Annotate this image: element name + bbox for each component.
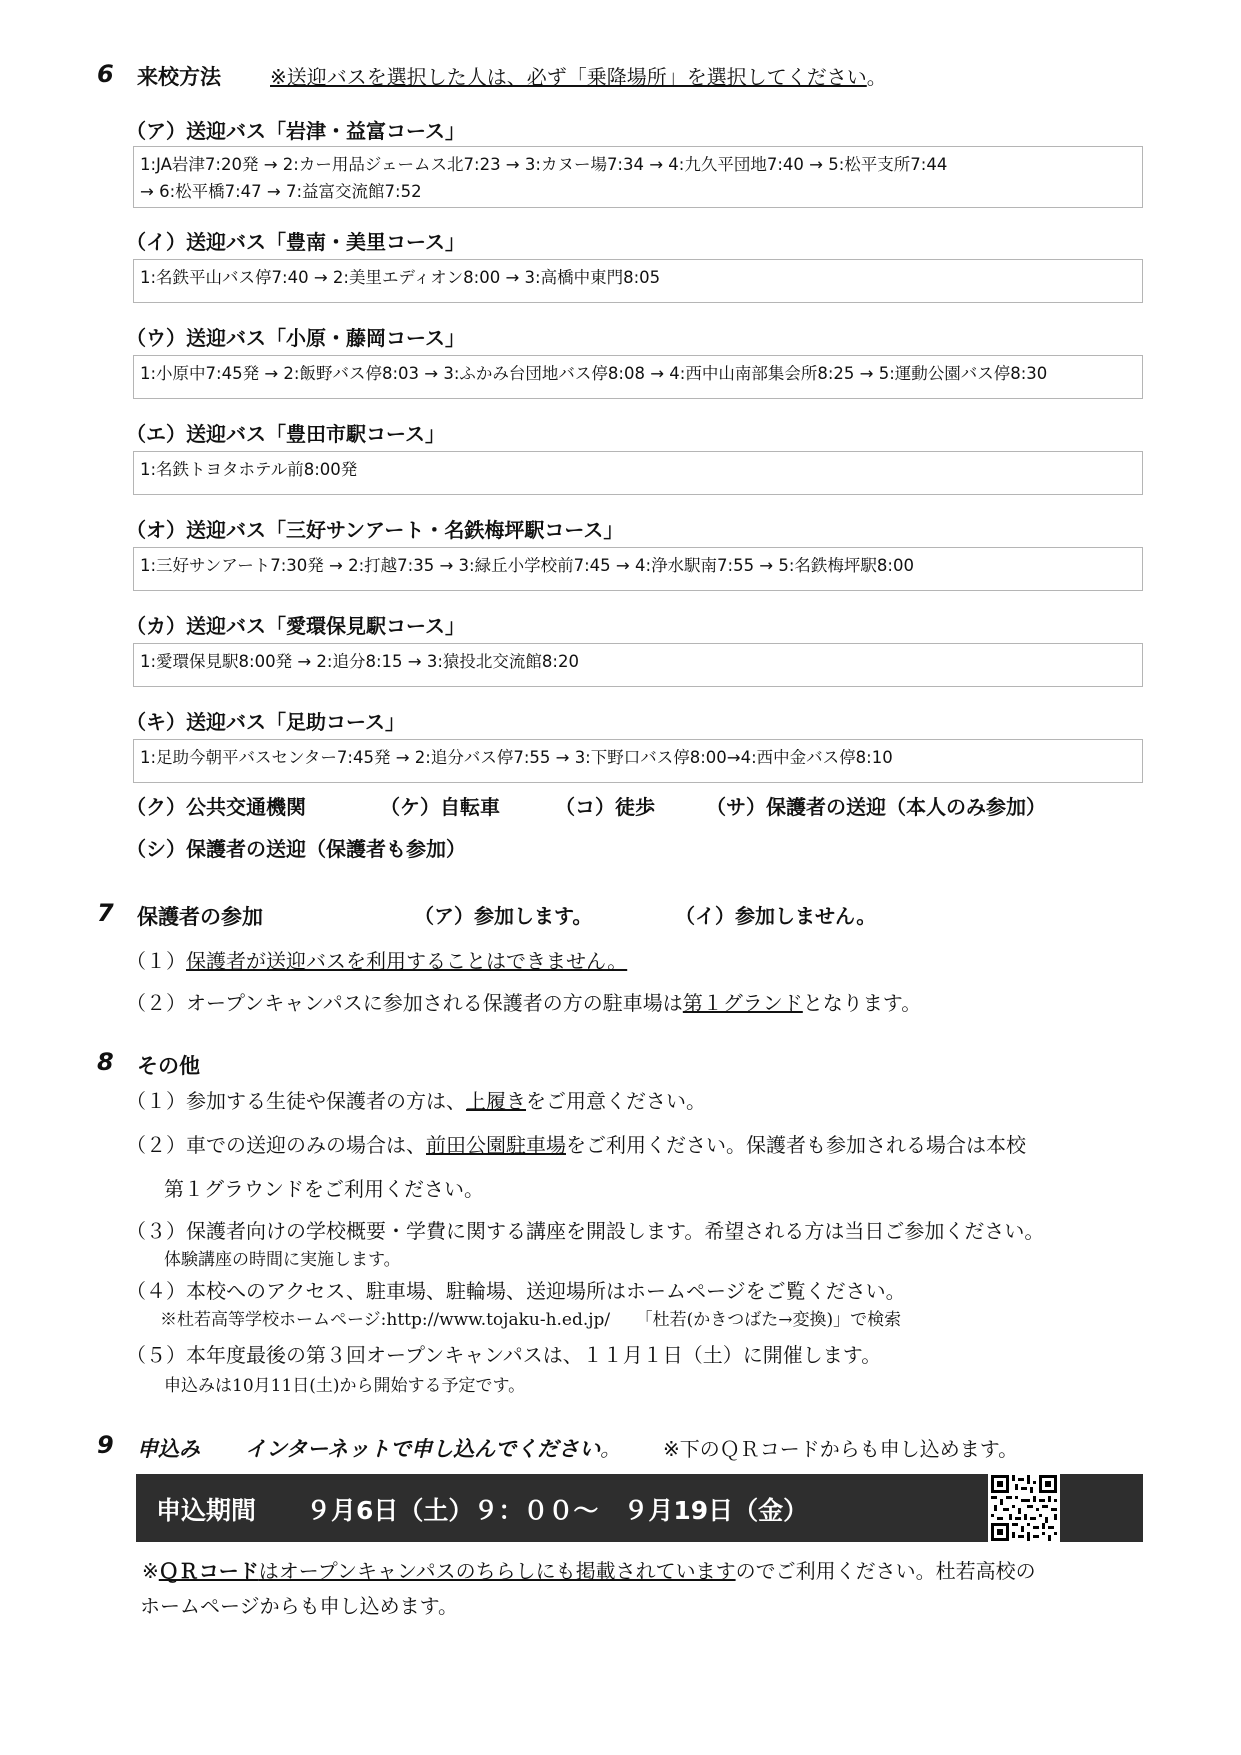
bus-stop-note-end: 。 [866,65,887,89]
section-6-number: 6 [97,60,114,88]
section-8-number: 8 [97,1048,114,1076]
option-parent-dropoff-both: （シ）保護者の送迎（保護者も参加） [126,837,466,861]
indoor-shoes: 上履き [466,1089,526,1113]
course-ki-label: （キ）送迎バス「足助コース」 [126,710,405,734]
qr-code-icon[interactable] [988,1472,1060,1544]
course-i-label: （イ）送迎バス「豊南・美里コース」 [126,230,465,254]
course-o-route [133,547,1143,591]
bus-stop-note: ※送迎バスを選択した人は、必ず「乗降場所」を選択してください [270,65,867,89]
footnote-prefix: ※ [142,1559,159,1583]
course-e-label: （エ）送迎バス「豊田市駅コース」 [126,422,445,446]
section-6-title: 来校方法 [137,65,221,89]
course-ka-route [133,643,1143,687]
section-9-number: 9 [97,1431,114,1459]
other-note-3-sub: 体験講座の時間に実施します。 [164,1250,401,1270]
application-period-banner [136,1474,1143,1542]
option-walk: （コ）徒歩 [555,795,655,819]
course-e-route [133,451,1143,495]
course-a-route-line1: 1:JA岩津7:20発 → 2:カー用品ジェームス北7:23 → 3:カヌー場7:34 → 4:九久平団地7:40 → 5:松平支所7:44 [140,155,948,174]
banner-end-block [1120,1474,1143,1542]
apply-online-text: インターネットで申し込んでください [245,1437,601,1461]
application-period: 申込期間 ９月6日（土）９：００～ ９月19日（金） [156,1496,809,1525]
course-i-route-line1: 1:名鉄平山バス停7:40 → 2:美里エディオン8:00 → 3:高橋中東門8:05 [140,268,661,287]
parent-attend-yes: （ア）参加します。 [414,904,593,928]
other-note-1-end: をご用意ください。 [526,1089,706,1113]
course-a-route-line2: → 6:松平橋7:47 → 7:益富交流館7:52 [140,182,422,201]
other-note-3: （３）保護者向けの学校概要・学費に関する講座を開設します。希望される方は当日ご参加ください。 [126,1219,1045,1243]
other-note-2-cont: 第１グラウンドをご利用ください。 [164,1177,484,1201]
parent-note-1-text: 保護者が送迎バスを利用することはできません。 [186,949,628,973]
course-ka-label: （カ）送迎バス「愛環保見駅コース」 [126,614,465,638]
footnote-line-2: ホームページからも申し込めます。 [140,1594,458,1618]
course-u-label: （ウ）送迎バス「小原・藤岡コース」 [126,326,465,350]
course-i-route [133,259,1143,303]
qr-apply-note: ※下のＱＲコードからも申し込めます。 [663,1437,1019,1461]
other-note-5-sub: 申込みは10月11日(土)から開始する予定です。 [164,1376,526,1396]
other-note-1 [126,1085,706,1114]
other-note-2-text: （２）車での送迎のみの場合は、 [126,1133,426,1157]
footnote-qr-code: ＱＲコード [158,1559,259,1583]
apply-online-end: 。 [600,1437,622,1461]
course-u-route-line1: 1:小原中7:45発 → 2:飯野バス停8:03 → 3:ふかみ台団地バス停8:08 → 4:西中山南部集会所8:25 → 5:運動公園バス停8:30 [140,364,1048,383]
course-ka-route-line1: 1:愛環保見駅8:00発 → 2:追分8:15 → 3:猿投北交流館8:20 [140,652,579,671]
course-e-route-line1: 1:名鉄トヨタホテル前8:00発 [140,460,358,479]
parent-note-2 [126,987,921,1016]
option-public-transport: （ク）公共交通機関 [126,795,306,819]
section-7-title: 保護者の参加 [137,905,263,929]
parent-attend-no: （イ）参加しません。 [675,904,877,928]
course-ki-route [133,739,1143,783]
course-u-route [133,355,1143,399]
section-8-title: その他 [137,1054,200,1078]
course-a-route [133,146,1143,208]
maeda-park-parking: 前田公園駐車場 [426,1133,566,1157]
course-a-label: （ア）送迎バス「岩津・益富コース」 [126,119,465,143]
other-note-2-end: をご利用ください。保護者も参加される場合は本校 [566,1133,1026,1157]
section-6-note [270,61,887,90]
apply-online [245,1433,621,1463]
section-9-title: 申込み [137,1437,200,1461]
other-note-2 [126,1129,1026,1158]
course-o-label: （オ）送迎バス「三好サンアート・名鉄梅坪駅コース」 [126,518,624,542]
section-7-number: 7 [97,899,114,927]
option-parent-dropoff-student: （サ）保護者の送迎（本人のみ参加） [706,795,1046,819]
other-note-4: （４）本校へのアクセス、駐車場、駐輪場、送迎場所はホームページをご覧ください。 [126,1279,906,1303]
other-note-1-text: （１）参加する生徒や保護者の方は、 [126,1089,466,1113]
parent-parking-name: 第１グランド [682,991,803,1015]
parent-note-1-prefix: （１） [126,949,186,973]
parent-note-2-end: となります。 [802,991,922,1015]
school-homepage-url[interactable]: ※杜若高等学校ホームページ:http://www.tojaku-h.ed.jp/ 「杜若(かきつばた→変換)」で検索 [160,1310,902,1330]
parent-note-1 [126,945,627,974]
course-o-route-line1: 1:三好サンアート7:30発 → 2:打越7:35 → 3:緑丘小学校前7:45 → 4:浄水駅南7:55 → 5:名鉄梅坪駅8:00 [140,556,914,575]
footnote-line-1-end: のでご利用ください。杜若高校の [735,1559,1036,1583]
footnote-line-1 [142,1555,1036,1584]
footnote-flyer-note: はオープンキャンパスのちらしにも掲載されています [258,1559,736,1583]
parent-note-2-text: （２）オープンキャンパスに参加される保護者の方の駐車場は [126,991,683,1015]
other-note-5: （５）本年度最後の第３回オープンキャンパスは、１１月１日（土）に開催します。 [126,1343,882,1367]
course-ki-route-line1: 1:足助今朝平バスセンター7:45発 → 2:追分バス停7:55 → 3:下野口バス停8:00→4:西中金バス停8:10 [140,748,893,767]
option-bicycle: （ケ）自転車 [380,795,500,819]
